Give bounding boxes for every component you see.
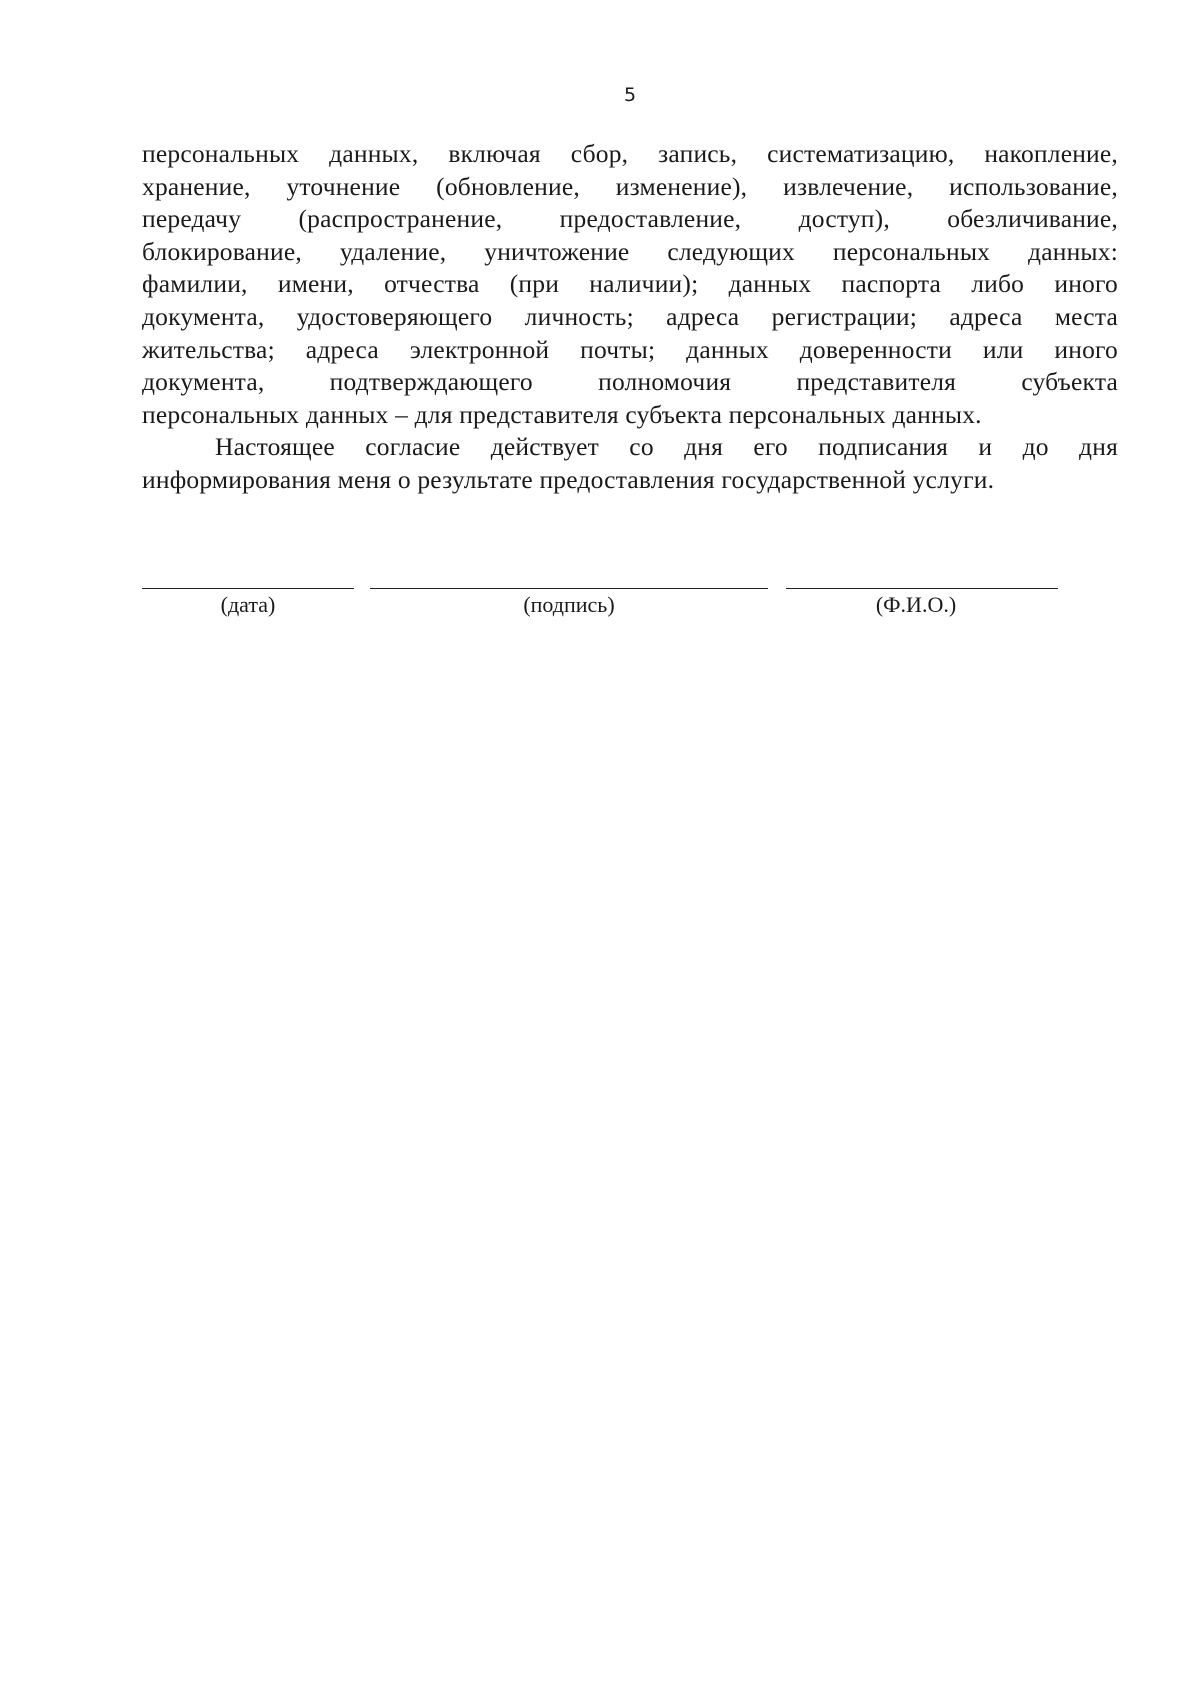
paragraph1-line-6: документа, удостоверяющего личность; адреса регистрации; адреса места: [142, 301, 1118, 331]
paragraph1-line-8: документа, подтверждающего полномочия представителя субъекта: [142, 367, 1118, 397]
paragraph1-line-4: блокирование, удаление, уничтожение следующих персональных данных:: [142, 236, 1118, 266]
signature-label: (подпись): [523, 592, 615, 617]
paragraph1-line-5: фамилии, имени, отчества (при наличии); данных паспорта либо иного: [142, 269, 1118, 299]
consent-text: [142, 138, 1118, 497]
page-number: 5: [623, 84, 637, 106]
paragraph1-line-2: хранение, уточнение (обновление, изменение), извлечение, использование,: [142, 171, 1118, 201]
paragraph1-line-7: жительства; адреса электронной почты; данных доверенности или иного: [142, 334, 1118, 364]
name-line: [786, 588, 1058, 589]
date-line: [142, 588, 354, 589]
paragraph2-line-2: информирования меня о результате предоставления государственной услуги.: [142, 464, 995, 494]
paragraph1-line-1: персональных данных, включая сбор, запись, систематизацию, накопление,: [142, 139, 1118, 168]
paragraph1-line-3: передачу (распространение, предоставление, доступ), обезличивание,: [142, 204, 1118, 234]
paragraph2-line-1: Настоящее согласие действует со дня его подписания и до дня: [215, 432, 1118, 462]
name-label: (Ф.И.О.): [875, 592, 957, 617]
paragraph1-line-9: персональных данных – для представителя субъекта персональных данных.: [142, 399, 982, 429]
signature-line: [370, 588, 768, 589]
date-label: (дата): [220, 592, 276, 617]
